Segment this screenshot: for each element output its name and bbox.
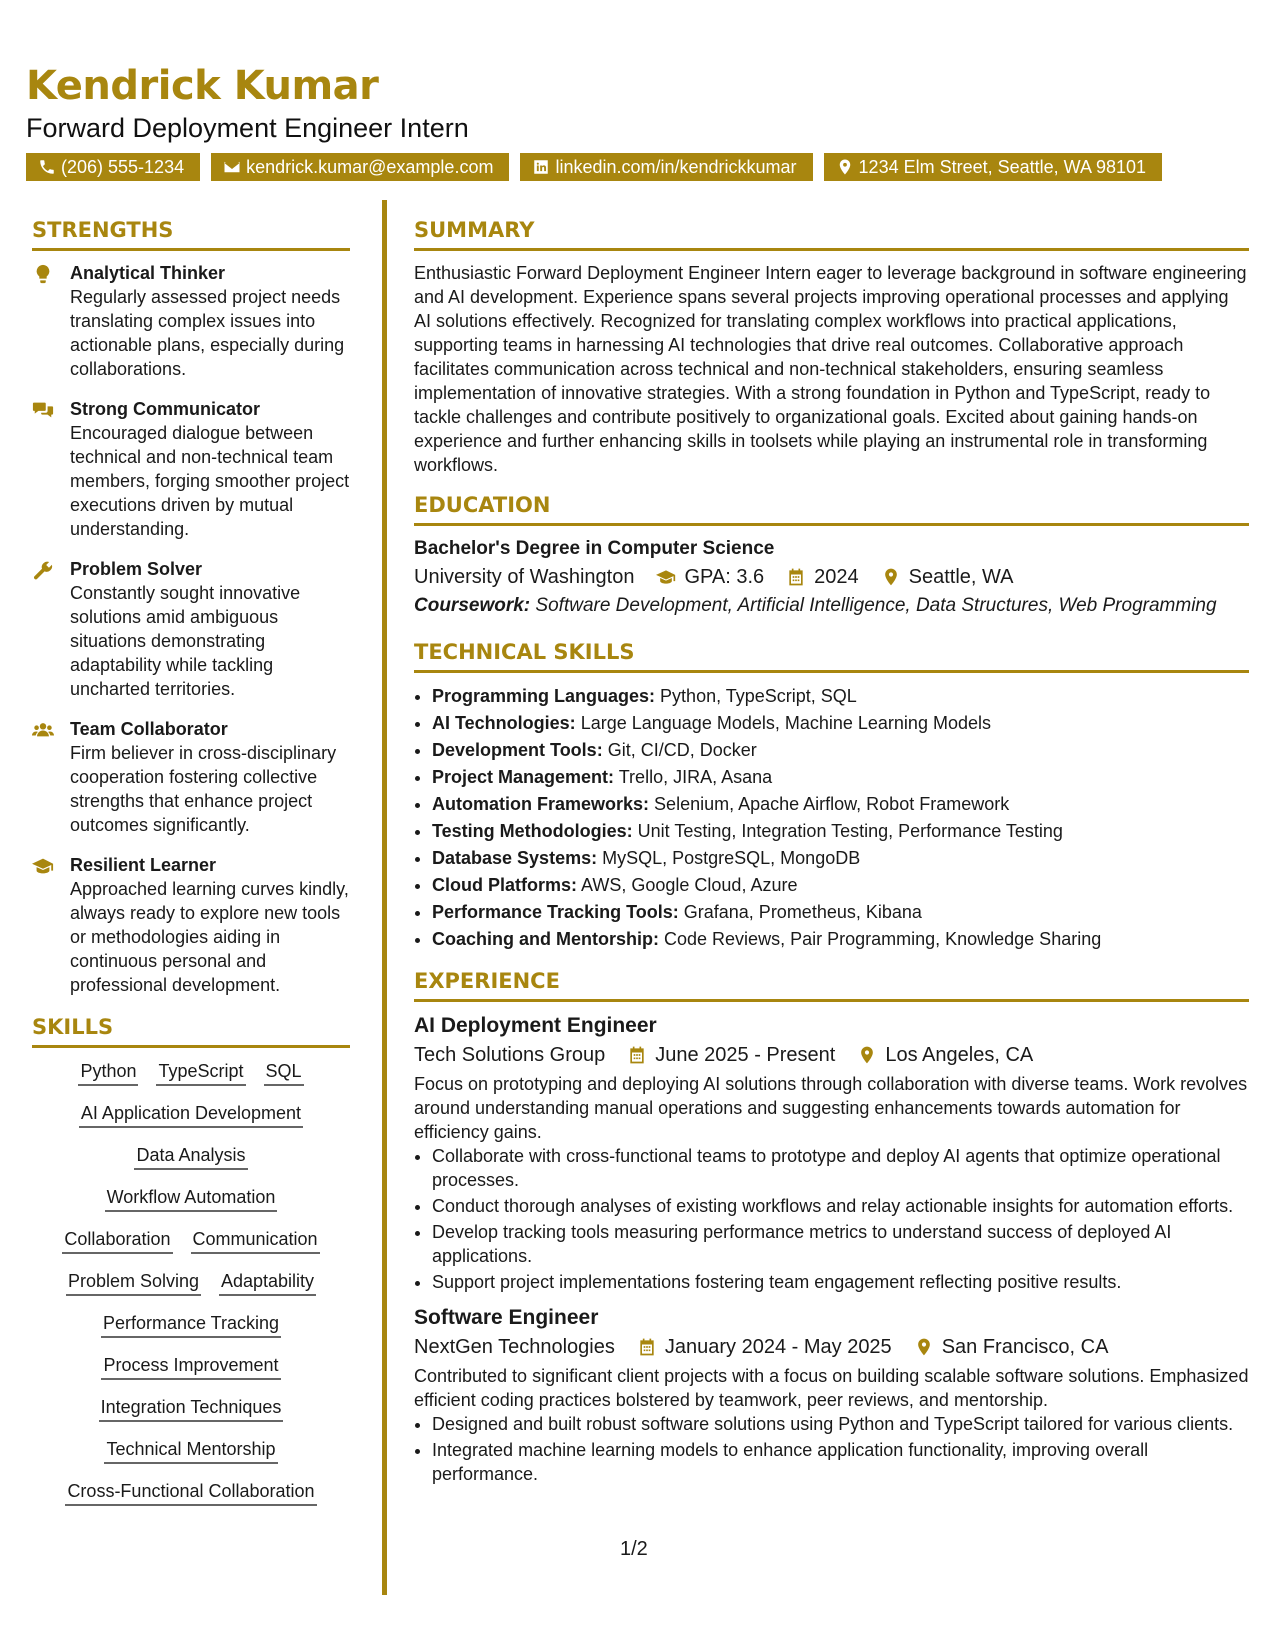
phone-icon (38, 158, 56, 176)
experience-title: EXPERIENCE (414, 967, 1249, 1002)
skill-tag: AI Application Development (79, 1100, 303, 1128)
coursework-list: Software Development, Artificial Intelligence, Data Structures, Web Programming (535, 595, 1217, 616)
strength-desc: Constantly sought innovative solutions amid ambiguous situations demonstrating adaptability while tackling uncharted territories. (70, 583, 301, 699)
lightbulb-icon (32, 263, 54, 285)
skill-value: Large Language Models, Machine Learning Models (580, 713, 991, 733)
strength-title: Analytical Thinker (70, 263, 226, 283)
list-item (432, 764, 1249, 791)
wrench-icon (32, 559, 54, 581)
skill-label: Performance Tracking Tools: (432, 902, 679, 922)
technical-skills-list (414, 683, 1249, 953)
strengths-title: STRENGTHS (32, 216, 350, 251)
skill-tag: Adaptability (219, 1268, 316, 1296)
skill-label: Testing Methodologies: (432, 821, 633, 841)
summary-text: Enthusiastic Forward Deployment Engineer Intern eager to leverage background in software engineering and AI development. Experience spans several projects improving operational processes and applying AI solutions effectively. Recognized for translating complex workflows into practical applications, supporting teams in harnessing AI technologies that drive real outcomes. Collaborative approach facilitates communication across technical and non-technical stakeholders, ensuring seamless implementation of innovative strategies. With a strong foundation in Python and TypeScript, ready to tackle challenges and contribute positively to organizational goals. Excited about gaining hands-on experience and further enhancing skills in toolsets while playing an instrumental role in transforming workflows. (414, 263, 1247, 475)
skill-label: Programming Languages: (432, 686, 656, 706)
calendar-icon (637, 1337, 657, 1357)
column-divider (382, 200, 387, 1595)
skill-label: Database Systems: (432, 848, 598, 868)
skill-tag: Workflow Automation (105, 1184, 278, 1212)
skill-tag: Cross-Functional Collaboration (65, 1478, 316, 1506)
skill-value: Selenium, Apache Airflow, Robot Framework (654, 794, 1010, 814)
skill-value: Code Reviews, Pair Programming, Knowledge Sharing (664, 929, 1102, 949)
list-item (432, 818, 1249, 845)
users-icon (32, 719, 54, 741)
map-pin-icon (836, 158, 854, 176)
job-bullets (414, 1144, 1249, 1294)
list-item: • Develop tracking tools measuring performance metrics to understand success of deployed AI applications. (432, 1220, 1249, 1268)
map-pin-icon (857, 1045, 877, 1065)
skill-row (65, 1478, 316, 1506)
skill-value: Grafana, Prometheus, Kibana (683, 902, 922, 922)
list-item (432, 899, 1249, 926)
contact-address (824, 153, 1163, 181)
list-item: • Designed and built robust software solutions using Python and TypeScript tailored for various clients. (432, 1412, 1249, 1436)
job-title: AI Deployment Engineer (414, 1014, 657, 1037)
page-number: 1/2 (620, 1538, 648, 1560)
job-entry (414, 1304, 1249, 1486)
skill-tag: SQL (264, 1058, 304, 1086)
skill-row (79, 1100, 303, 1128)
job-dates: January 2024 - May 2025 (664, 1336, 892, 1358)
skill-row (66, 1268, 316, 1296)
job-bullets (414, 1412, 1249, 1486)
education-title: EDUCATION (414, 491, 1249, 526)
job-location: San Francisco, CA (941, 1336, 1109, 1358)
strength-desc: Approached learning curves kindly, always ready to explore new tools or methodologies aiding in continuous personal and professional development. (70, 879, 349, 995)
job-location: Los Angeles, CA (885, 1044, 1034, 1066)
job-entry (414, 1012, 1249, 1294)
skill-tag: Python (78, 1058, 138, 1086)
education-location: Seattle, WA (908, 566, 1014, 588)
skill-row (105, 1184, 278, 1212)
list-item: • Collaborate with cross-functional teams to prototype and deploy AI agents that optimize operational processes. (432, 1144, 1249, 1192)
list-item (432, 926, 1249, 953)
job-meta (414, 1040, 1249, 1070)
strength-title: Resilient Learner (70, 855, 217, 875)
contact-address-text: 1234 Elm Street, Seattle, WA 98101 (858, 156, 1147, 177)
skill-tag: Collaboration (62, 1226, 172, 1254)
strength-item (32, 717, 350, 837)
chat-bubbles-icon (32, 399, 54, 421)
skills-list (32, 1058, 350, 1520)
skill-label: Cloud Platforms: (432, 875, 578, 895)
skill-value: Git, CI/CD, Docker (607, 740, 757, 760)
skill-tag: TypeScript (156, 1058, 245, 1086)
calendar-icon (786, 567, 806, 587)
skill-tag: Integration Techniques (99, 1394, 284, 1422)
candidate-role: Forward Deployment Engineer Intern (26, 113, 469, 143)
skill-label: AI Technologies: (432, 713, 576, 733)
list-item (432, 683, 1249, 710)
skill-row (101, 1352, 280, 1380)
list-item (432, 710, 1249, 737)
education-meta (414, 562, 1249, 592)
strength-title: Problem Solver (70, 559, 203, 579)
coursework-label: Coursework: (414, 595, 531, 616)
skill-row (62, 1226, 319, 1254)
job-dates: June 2025 - Present (655, 1044, 836, 1066)
technical-skills-title: TECHNICAL SKILLS (414, 638, 1249, 673)
graduation-cap-icon (32, 855, 54, 877)
graduation-cap-icon (656, 567, 676, 587)
list-item (432, 737, 1249, 764)
skill-row (78, 1058, 303, 1086)
skill-tag: Performance Tracking (101, 1310, 281, 1338)
skill-value: MySQL, PostgreSQL, MongoDB (602, 848, 861, 868)
contact-phone[interactable] (26, 153, 200, 181)
strength-desc: Firm believer in cross-disciplinary cooperation fostering collective strengths that enhance project outcomes significantly. (70, 743, 337, 835)
contact-linkedin[interactable] (520, 153, 812, 181)
skill-row (101, 1310, 281, 1338)
job-company: Tech Solutions Group (414, 1044, 606, 1066)
list-item: • Support project implementations fostering team engagement reflecting positive results. (432, 1270, 1249, 1294)
map-pin-icon (914, 1337, 934, 1357)
skill-value: Python, TypeScript, SQL (660, 686, 857, 706)
skill-label: Project Management: (432, 767, 615, 787)
skill-value: Unit Testing, Integration Testing, Performance Testing (637, 821, 1063, 841)
education-coursework (414, 594, 1249, 618)
resume-header (26, 62, 1256, 181)
skill-row (134, 1142, 247, 1170)
skills-title: SKILLS (32, 1013, 350, 1048)
contact-email-text: kendrick.kumar@example.com (246, 156, 494, 177)
map-pin-icon (881, 567, 901, 587)
education-degree: Bachelor's Degree in Computer Science (414, 538, 775, 559)
strength-item (32, 261, 350, 381)
skill-value: Trello, JIRA, Asana (618, 767, 773, 787)
strength-item (32, 557, 350, 701)
skill-tag: Process Improvement (101, 1352, 280, 1380)
list-item (432, 845, 1249, 872)
strength-title: Strong Communicator (70, 399, 261, 419)
strength-desc: Encouraged dialogue between technical and non-technical team members, forging smoother project executions driven by mutual understanding. (70, 423, 350, 539)
linkedin-icon (532, 158, 550, 176)
skill-tag: Communication (191, 1226, 320, 1254)
skill-tag: Problem Solving (66, 1268, 201, 1296)
education-year: 2024 (814, 566, 859, 588)
strength-item (32, 397, 350, 541)
list-item (432, 872, 1249, 899)
job-meta (414, 1332, 1249, 1362)
list-item (432, 791, 1249, 818)
envelope-icon (223, 158, 241, 176)
skill-value: AWS, Google Cloud, Azure (581, 875, 798, 895)
skill-row (99, 1394, 284, 1422)
list-item: • Conduct thorough analyses of existing workflows and relay actionable insights for automation efforts. (432, 1194, 1249, 1218)
skill-tag: Data Analysis (134, 1142, 247, 1170)
contact-phone-text: (206) 555-1234 (61, 156, 185, 177)
job-description: Focus on prototyping and deploying AI solutions through collaboration with diverse teams. Work revolves around understanding manual operations and suggesting enhancements towards automation for efficiency gains. (414, 1074, 1248, 1142)
candidate-name: Kendrick Kumar (26, 63, 379, 109)
summary-title: SUMMARY (414, 216, 1249, 251)
contact-bar (26, 153, 1256, 181)
education-gpa: GPA: 3.6 (684, 566, 765, 588)
skill-tag: Technical Mentorship (104, 1436, 277, 1464)
skill-label: Automation Frameworks: (432, 794, 650, 814)
calendar-icon (627, 1045, 647, 1065)
contact-email[interactable] (211, 153, 509, 181)
strength-desc: Regularly assessed project needs translating complex issues into actionable plans, especially during collaborations. (70, 287, 345, 379)
skill-label: Development Tools: (432, 740, 603, 760)
strength-item (32, 853, 350, 997)
education-school: University of Washington (414, 566, 635, 588)
left-column (32, 216, 350, 1520)
right-column (414, 216, 1249, 1488)
list-item: • Integrated machine learning models to enhance application functionality, improving overall performance. (432, 1438, 1249, 1486)
strength-title: Team Collaborator (70, 719, 228, 739)
skill-label: Coaching and Mentorship: (432, 929, 659, 949)
job-company: NextGen Technologies (414, 1336, 615, 1358)
skill-row (104, 1436, 277, 1464)
job-title: Software Engineer (414, 1306, 599, 1329)
job-description: Contributed to significant client projects with a focus on building scalable software solutions. Emphasized efficient coding practices bolstered by teamwork, peer reviews, and mentorship. (414, 1366, 1249, 1410)
contact-linkedin-text: linkedin.com/in/kendrickkumar (555, 156, 797, 177)
